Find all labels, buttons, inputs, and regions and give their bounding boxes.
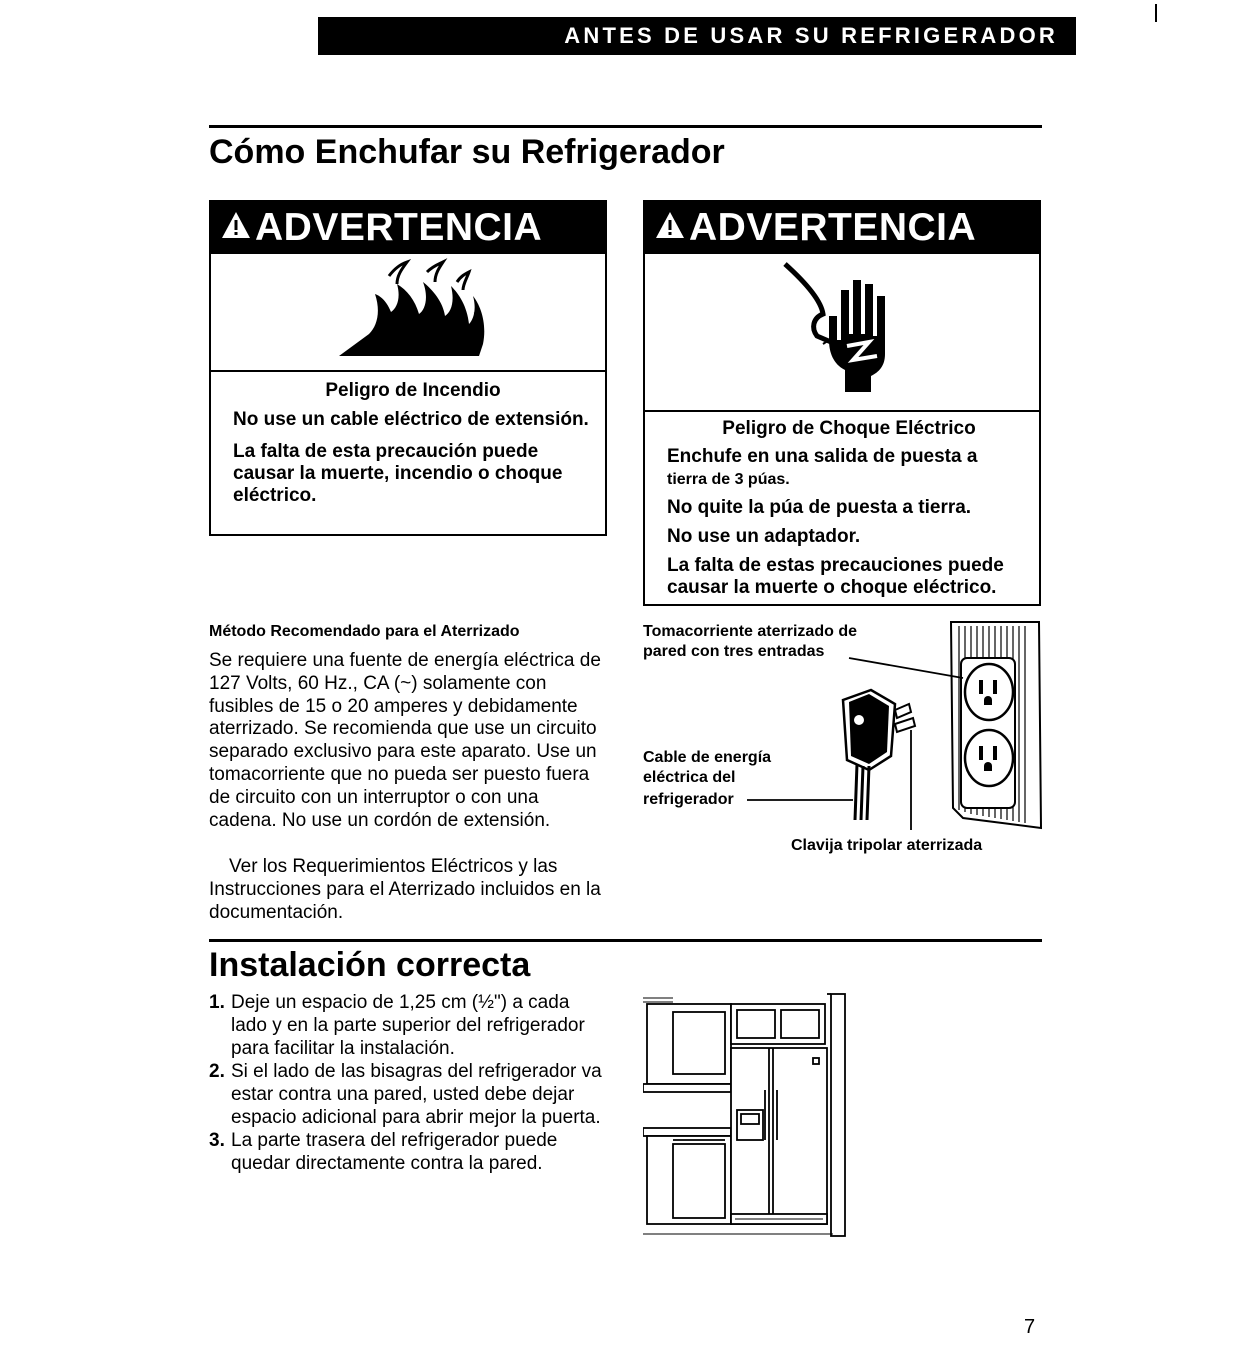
fire-icon [211, 254, 605, 372]
list-item-number: 3. [209, 1130, 225, 1151]
list-item-number: 2. [209, 1061, 225, 1082]
shock-warning-box [643, 200, 1041, 606]
refrigerator-installation-illustration [643, 990, 848, 1240]
cord-label-line3: refrigerador [643, 791, 734, 808]
warning-triangle-icon [221, 206, 251, 250]
list-item-number: 1. [209, 992, 225, 1013]
outlet-label-line2: pared con tres entradas [643, 643, 825, 660]
grounding-paragraph-1: Se requiere una fuente de energía eléctrica de 127 Volts, 60 Hz., CA (~) solamente con fusibles de 15 o 20 amperes y debidamente aterrizado. Se recomienda que use un circuito separado exclusivo para este aparato. Use un tomacorriente que no pueda ser puesto fuera de circuito con un interruptor o con una cadena. No use un cordón de extensión. [209, 650, 601, 831]
installation-title: Instalación correcta [209, 946, 531, 984]
section-header-bar [318, 17, 1076, 55]
fire-warning-box [209, 200, 607, 536]
cord-label-line1: Cable de energía [643, 749, 772, 766]
warning-heading-text: ADVERTENCIA [689, 206, 977, 249]
page-number: 7 [1024, 1316, 1036, 1338]
shock-hazard-title: Peligro de Choque Eléctrico [722, 418, 976, 439]
shock-warning-line1 [667, 446, 1031, 491]
page-title: Cómo Enchufar su Refrigerador [209, 133, 725, 171]
warning-triangle-icon [655, 206, 685, 250]
margin-mark [1155, 4, 1157, 22]
list-item [209, 991, 609, 1060]
plug-label: Clavija tripolar aterrizada [791, 837, 983, 854]
list-item-text: Si el lado de las bisagras del refrigerador va estar contra una pared, usted debe dejar espacio adicional para abrir mejor la puerta. [231, 1061, 602, 1128]
list-item-text: La parte trasera del refrigerador puede quedar directamente contra la pared. [231, 1130, 558, 1174]
grounding-title: Método Recomendado para el Aterrizado [209, 623, 520, 640]
shock-warning-line1a: Enchufe en una salida de puesta a [667, 446, 978, 467]
fire-warning-line1: No use un cable eléctrico de extensión. [233, 409, 589, 430]
outlet-label-line1: Tomacorriente aterrizado de [643, 623, 857, 640]
shock-warning-line4: La falta de estas precauciones puede causar la muerte o choque eléctrico. [667, 555, 1004, 598]
grounding-paragraph-2: Ver los Requerimientos Eléctricos y las Instrucciones para el Aterrizado incluidos en la documentación. [209, 856, 601, 923]
shock-warning-text [667, 418, 1031, 606]
warning-heading [211, 202, 605, 254]
fire-warning-line2: La falta de esta precaución puede causar la muerte, incendio o choque eléctrico. [233, 441, 563, 506]
shock-warning-line3: No use un adaptador. [667, 526, 861, 547]
section-rule [209, 125, 1042, 128]
electric-shock-hand-icon [645, 254, 1039, 412]
warning-heading [645, 202, 1039, 254]
section-header-title: ANTES DE USAR SU REFRIGERADOR [564, 23, 1058, 48]
list-item [209, 1129, 609, 1175]
list-item-text: Deje un espacio de 1,25 cm (½") a cada lado y en la parte superior del refrigerador para facilitar la instalación. [231, 992, 585, 1059]
section-rule [209, 939, 1042, 942]
outlet-plug-illustration [643, 620, 1043, 835]
fire-hazard-title: Peligro de Incendio [325, 380, 501, 401]
shock-warning-line1b: tierra de 3 púas. [667, 471, 790, 488]
list-item [209, 1060, 609, 1129]
outlet-diagram [643, 620, 1043, 860]
fire-warning-text [233, 380, 593, 514]
installation-list [209, 991, 609, 1175]
shock-warning-line2: No quite la púa de puesta a tierra. [667, 497, 972, 518]
warning-heading-text: ADVERTENCIA [255, 206, 543, 249]
cord-label-line2: eléctrica del [643, 769, 736, 786]
